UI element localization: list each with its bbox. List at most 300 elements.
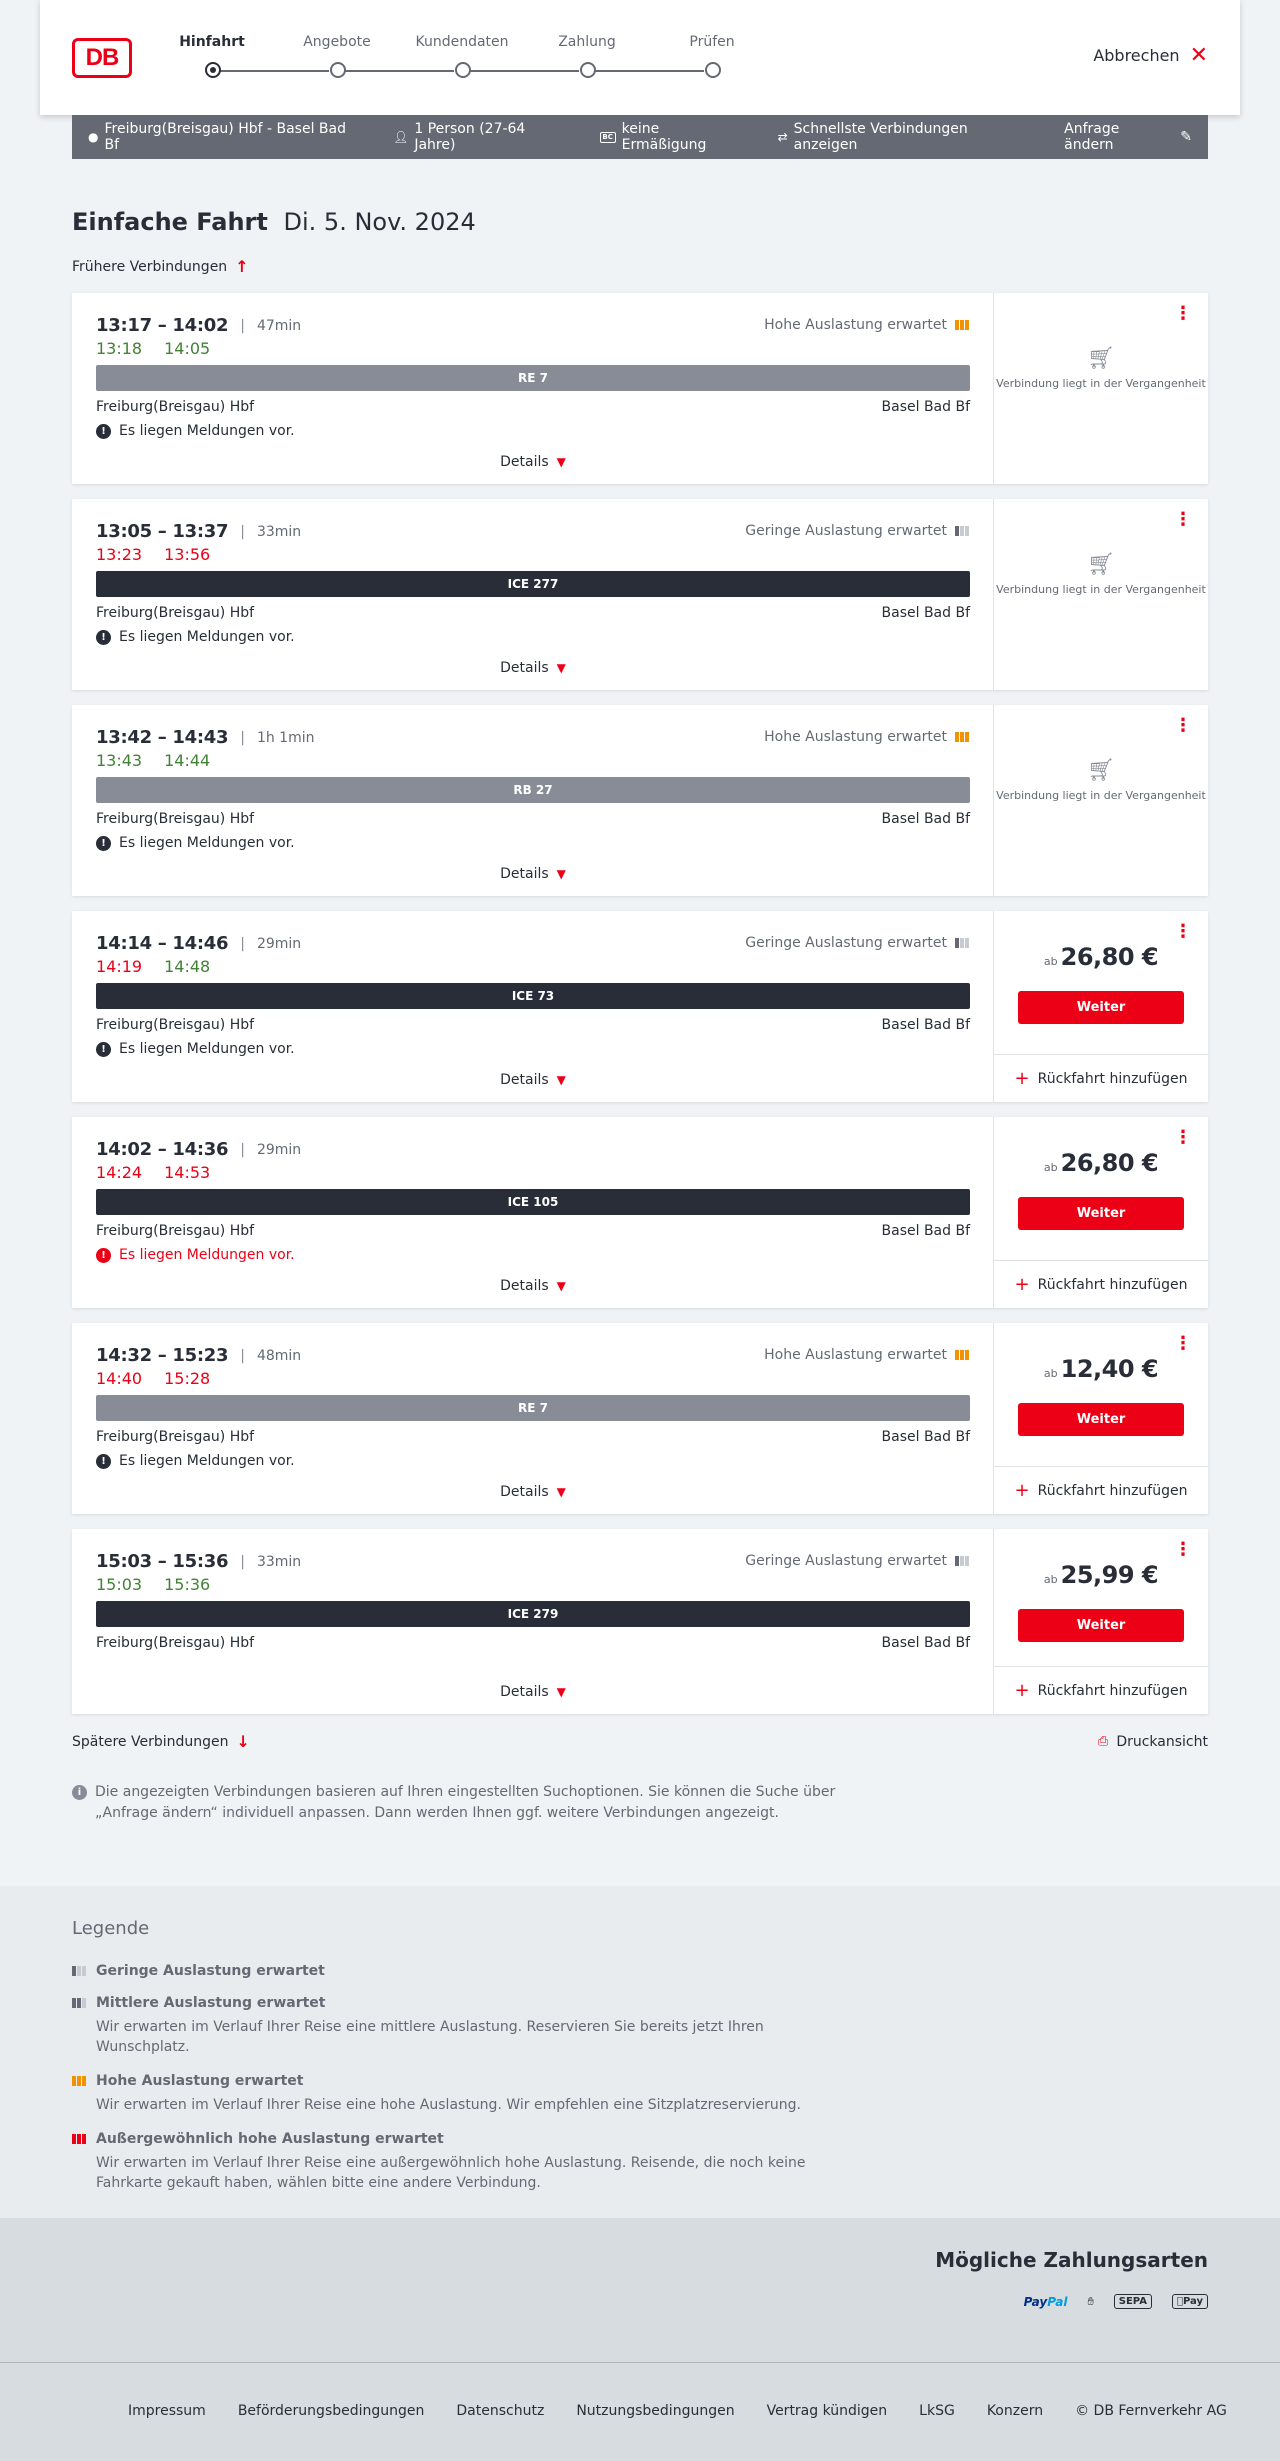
more-options-icon[interactable]: ⋮ — [1174, 303, 1192, 324]
details-toggle[interactable] — [72, 1684, 994, 1700]
apple-pay-icon — [1172, 2294, 1208, 2309]
notice-message[interactable] — [96, 1247, 295, 1263]
discount-info — [600, 121, 748, 153]
credit-card-hand-icon: ✋︎ — [1087, 2294, 1094, 2308]
notice-text: Es liegen Meldungen vor. — [119, 1041, 295, 1057]
realtime-times — [96, 545, 210, 564]
connection-times — [96, 315, 301, 336]
planned-times: 14:14 – 14:46 — [96, 933, 229, 954]
legend-section — [0, 1886, 1280, 2218]
stepper-line — [220, 70, 329, 72]
pencil-icon: ✎ — [1180, 129, 1192, 145]
train-bar[interactable]: ICE 279 — [96, 1601, 970, 1627]
realtime-departure: 13:23 — [96, 545, 143, 564]
separator: | — [240, 935, 245, 952]
cart-unavailable-icon: 🛒︎ — [1087, 758, 1115, 783]
occupancy-bar — [82, 2134, 86, 2144]
occupancy-extreme-icon — [72, 2134, 86, 2144]
duration: 48min — [256, 1347, 302, 1364]
footer-link[interactable]: Vertrag kündigen — [766, 2403, 888, 2419]
step-angebote[interactable] — [282, 34, 392, 54]
realtime-departure: 13:18 — [96, 339, 143, 358]
alert-icon: ! — [96, 1042, 111, 1057]
occupancy-bar — [965, 732, 969, 742]
occupancy-bar — [72, 1966, 76, 1976]
separator: | — [240, 1553, 245, 1570]
realtime-times — [96, 957, 210, 976]
past-connection-info — [994, 346, 1208, 391]
details-label: Details — [500, 1072, 549, 1088]
train-bar[interactable]: ICE 73 — [96, 983, 970, 1009]
legend-item-title — [72, 1963, 852, 1979]
notice-message[interactable] — [96, 629, 295, 645]
search-info-note — [72, 1782, 852, 1824]
duration: 29min — [256, 1141, 302, 1158]
occupancy-bar — [82, 1966, 86, 1976]
details-toggle[interactable] — [72, 1072, 994, 1088]
occupancy-bar — [82, 1998, 86, 2008]
payment-title: Mögliche Zahlungsarten — [935, 2248, 1208, 2272]
legend-item-desc: Wir erwarten im Verlauf Ihrer Reise eine hohe Auslastung. Wir empfehlen eine Sitzplatzreservierung. — [96, 2097, 801, 2113]
past-text: Verbindung liegt in der Vergangenheit — [996, 789, 1206, 802]
realtime-times — [96, 1369, 210, 1388]
occupancy-info — [745, 523, 969, 539]
legend-item-label: Geringe Auslastung erwartet — [96, 1963, 325, 1979]
realtime-times — [96, 339, 210, 358]
details-label: Details — [500, 1684, 549, 1700]
payment-methods-section — [0, 2218, 1280, 2363]
occupancy-bar — [960, 526, 964, 536]
occupancy-info — [764, 729, 969, 745]
route-text: Freiburg(Breisgau) Hbf - Basel Bad Bf — [104, 121, 346, 153]
chevron-down-icon: ▼ — [556, 661, 566, 675]
connection-card — [72, 1529, 1208, 1714]
occupancy-label: Hohe Auslastung erwartet — [764, 1347, 947, 1363]
step-hinfahrt[interactable] — [157, 34, 267, 54]
details-toggle[interactable] — [72, 1484, 994, 1500]
footer — [0, 2363, 1280, 2461]
page-title — [72, 208, 476, 236]
occupancy-high-icon — [955, 320, 969, 330]
destination-station: Basel Bad Bf — [881, 811, 970, 827]
alert-icon: ! — [96, 630, 111, 645]
occupancy-bar — [960, 938, 964, 948]
add-return-button[interactable] — [994, 1466, 1208, 1514]
train-bar[interactable]: ICE 277 — [96, 571, 970, 597]
occupancy-bar — [960, 1350, 964, 1360]
details-toggle[interactable] — [72, 1278, 994, 1294]
more-options-icon[interactable]: ⋮ — [1174, 1127, 1192, 1148]
later-row — [72, 1732, 1208, 1751]
origin-station: Freiburg(Breisgau) Hbf — [96, 1223, 255, 1239]
realtime-departure: 13:43 — [96, 751, 143, 770]
info-icon: i — [72, 1785, 87, 1800]
print-label: Druckansicht — [1116, 1733, 1208, 1750]
occupancy-bar — [77, 1998, 81, 2008]
connection-details — [72, 1529, 994, 1714]
past-connection-info — [994, 552, 1208, 597]
footer-link[interactable]: © DB Fernverkehr AG — [1075, 2403, 1227, 2419]
add-return-label: Rückfahrt hinzufügen — [1037, 1276, 1188, 1293]
origin-station: Freiburg(Breisgau) Hbf — [96, 1017, 255, 1033]
fastest-info — [778, 121, 1035, 153]
price-prefix: ab — [1043, 955, 1058, 968]
price: 12,40 € — [1060, 1355, 1159, 1383]
location-pin-icon: ● — [88, 130, 99, 144]
step-indicator — [705, 62, 721, 78]
footer-link[interactable]: Nutzungsbedingungen — [576, 2403, 735, 2419]
occupancy-bar — [82, 2076, 86, 2086]
stations — [96, 1429, 970, 1445]
details-toggle[interactable] — [72, 866, 994, 882]
more-options-icon[interactable]: ⋮ — [1174, 1333, 1192, 1354]
step-kundendaten[interactable] — [407, 34, 517, 54]
realtime-departure: 14:24 — [96, 1163, 143, 1182]
realtime-departure: 14:19 — [96, 957, 143, 976]
cart-unavailable-icon: 🛒︎ — [1087, 346, 1115, 371]
occupancy-bar — [955, 526, 959, 536]
fastest-text: Schnellste Verbindungen anzeigen — [793, 121, 968, 153]
occupancy-info — [745, 1553, 969, 1569]
occupancy-bar — [965, 1556, 969, 1566]
connection-details — [72, 499, 994, 690]
continue-button[interactable]: Weiter — [1018, 1403, 1184, 1436]
notice-text: Es liegen Meldungen vor. — [119, 835, 295, 851]
plus-icon: + — [1014, 1273, 1030, 1295]
add-return-label: Rückfahrt hinzufügen — [1037, 1070, 1188, 1087]
occupancy-bar — [960, 320, 964, 330]
printer-icon: ⎙ — [1097, 1734, 1109, 1749]
chevron-down-icon: ▼ — [556, 1485, 566, 1499]
connection-card — [72, 1117, 1208, 1308]
realtime-times — [96, 751, 210, 770]
header — [40, 0, 1240, 115]
past-text: Verbindung liegt in der Vergangenheit — [996, 377, 1206, 390]
connection-times — [96, 727, 315, 748]
stations — [96, 1223, 970, 1239]
chevron-down-icon: ▼ — [556, 1279, 566, 1293]
connection-card — [72, 499, 1208, 690]
connection-times — [96, 933, 301, 954]
notice-message[interactable] — [96, 1041, 295, 1057]
more-options-icon[interactable]: ⋮ — [1174, 509, 1192, 530]
continue-button[interactable]: Weiter — [1018, 991, 1184, 1024]
separator: | — [240, 1347, 245, 1364]
notice-text: Es liegen Meldungen vor. — [119, 423, 295, 439]
stations — [96, 399, 970, 415]
step-indicator — [330, 62, 346, 78]
destination-station: Basel Bad Bf — [881, 1429, 970, 1445]
occupancy-info — [764, 317, 969, 333]
close-icon: ✕ — [1189, 42, 1208, 68]
occupancy-bar — [960, 1556, 964, 1566]
stations — [96, 1017, 970, 1033]
footer-link[interactable]: Impressum — [128, 2403, 206, 2419]
price-block — [994, 1561, 1208, 1589]
destination-station: Basel Bad Bf — [881, 399, 970, 415]
separator: | — [240, 317, 245, 334]
occupancy-bar — [72, 2076, 76, 2086]
realtime-arrival: 15:28 — [164, 1369, 211, 1388]
connection-card — [72, 1323, 1208, 1514]
stations — [96, 1635, 970, 1651]
add-return-button[interactable] — [994, 1666, 1208, 1714]
notice-text: Es liegen Meldungen vor. — [119, 629, 295, 645]
paypal-icon — [1024, 2295, 1068, 2309]
payment-icons — [1024, 2294, 1208, 2309]
legend-item-desc: Wir erwarten im Verlauf Ihrer Reise eine außergewöhnlich hohe Auslastung. Reisende, die noch keine Fahrkarte gekauft haben, wählen bitte eine andere Verbindung. — [96, 2155, 806, 2191]
occupancy-bar — [72, 2134, 76, 2144]
separator: | — [240, 729, 245, 746]
realtime-arrival: 14:48 — [164, 957, 211, 976]
applepay-label: Pay — [1182, 2296, 1203, 2307]
offer-panel — [994, 1323, 1208, 1514]
occupancy-label: Geringe Auslastung erwartet — [745, 935, 947, 951]
stepper-line — [345, 70, 454, 72]
origin-station: Freiburg(Breisgau) Hbf — [96, 399, 255, 415]
duration: 1h 1min — [256, 729, 315, 746]
cart-unavailable-icon: 🛒︎ — [1087, 552, 1115, 577]
train-bar[interactable]: ICE 105 — [96, 1189, 970, 1215]
chevron-down-icon: ▼ — [556, 455, 566, 469]
step-indicator — [205, 62, 221, 78]
occupancy-bar — [955, 732, 959, 742]
planned-times: 14:02 – 14:36 — [96, 1139, 229, 1160]
step-prüfen[interactable] — [657, 34, 767, 54]
price-prefix: ab — [1043, 1367, 1058, 1380]
info-text: Die angezeigten Verbindungen basieren auf Ihren eingestellten Suchoptionen. Sie können die Suche über „Anfrage ändern“ individuell anpassen. Dann werden Ihnen ggf. weitere Verbindungen angezeigt. — [95, 1784, 836, 1821]
offer-panel — [994, 499, 1208, 690]
separator: | — [240, 1141, 245, 1158]
occupancy-high-icon — [955, 1350, 969, 1360]
occupancy-bar — [965, 1350, 969, 1360]
legend-item-title — [72, 1995, 852, 2011]
step-label: Prüfen — [689, 34, 735, 50]
offer-panel — [994, 705, 1208, 896]
connection-details — [72, 911, 994, 1102]
occupancy-label: Geringe Auslastung erwartet — [745, 523, 947, 539]
notice-text: Es liegen Meldungen vor. — [119, 1453, 295, 1469]
legend-title: Legende — [72, 1918, 150, 1939]
notice-message[interactable] — [96, 1453, 295, 1469]
occupancy-bar — [965, 526, 969, 536]
details-toggle[interactable] — [72, 454, 994, 470]
step-indicator — [455, 62, 471, 78]
past-text: Verbindung liegt in der Vergangenheit — [996, 583, 1206, 596]
legend-item — [72, 1963, 852, 1979]
cancel-button[interactable] — [1093, 42, 1208, 68]
paypal-a: Pay — [1023, 2294, 1048, 2309]
stations — [96, 811, 970, 827]
connection-card — [72, 293, 1208, 484]
more-options-icon[interactable]: ⋮ — [1174, 1539, 1192, 1560]
separator: | — [240, 523, 245, 540]
arrow-down-icon: ↓ — [236, 1732, 250, 1751]
planned-times: 15:03 – 15:36 — [96, 1551, 229, 1572]
occupancy-bar — [965, 938, 969, 948]
legend — [72, 1918, 852, 2209]
destination-station: Basel Bad Bf — [881, 1223, 970, 1239]
continue-button[interactable]: Weiter — [1018, 1609, 1184, 1642]
footer-link[interactable]: Konzern — [986, 2403, 1044, 2419]
arrow-up-icon: ↑ — [235, 257, 249, 276]
alert-icon: ! — [96, 836, 111, 851]
plus-icon: + — [1014, 1067, 1030, 1089]
connection-times — [96, 1345, 301, 1366]
realtime-arrival: 13:56 — [164, 545, 211, 564]
progress-stepper — [180, 34, 780, 84]
cancel-label: Abbrechen — [1093, 46, 1180, 65]
realtime-departure: 14:40 — [96, 1369, 143, 1388]
occupancy-bar — [965, 320, 969, 330]
legend-item-label: Hohe Auslastung erwartet — [96, 2073, 304, 2089]
traveller-info — [393, 121, 570, 153]
step-label: Zahlung — [558, 34, 616, 50]
edit-search-label: Anfrage ändern — [1064, 121, 1120, 153]
step-indicator — [580, 62, 596, 78]
details-label: Details — [500, 660, 549, 676]
route-info — [88, 121, 363, 153]
stepper-line — [595, 70, 704, 72]
occupancy-high-icon — [955, 732, 969, 742]
occupancy-bar — [77, 2134, 81, 2144]
price: 25,99 € — [1060, 1561, 1159, 1589]
realtime-departure: 15:03 — [96, 1575, 143, 1594]
price-prefix: ab — [1043, 1161, 1058, 1174]
occupancy-low-icon — [955, 938, 969, 948]
bahncard-icon: BC — [600, 132, 616, 143]
legend-item — [72, 2131, 852, 2193]
planned-times: 13:05 – 13:37 — [96, 521, 229, 542]
price-block — [994, 1149, 1208, 1177]
chevron-down-icon: ▼ — [556, 867, 566, 881]
alert-icon: ! — [96, 1248, 111, 1263]
occupancy-high-icon — [72, 2076, 86, 2086]
legend-item-desc: Wir erwarten im Verlauf Ihrer Reise eine mittlere Auslastung. Reservieren Sie bereits jetzt Ihren Wunschplatz. — [96, 2019, 764, 2055]
step-zahlung[interactable] — [532, 34, 642, 54]
continue-button[interactable]: Weiter — [1018, 1197, 1184, 1230]
train-bar[interactable]: RB 27 — [96, 777, 970, 803]
duration: 47min — [256, 317, 302, 334]
alert-icon: ! — [96, 1454, 111, 1469]
step-label: Angebote — [303, 34, 371, 50]
train-bar[interactable]: RE 7 — [96, 1395, 970, 1421]
connection-card — [72, 705, 1208, 896]
legend-item-title — [72, 2131, 852, 2147]
plus-icon: + — [1014, 1679, 1030, 1701]
origin-station: Freiburg(Breisgau) Hbf — [96, 1429, 255, 1445]
occupancy-bar — [955, 1350, 959, 1360]
occupancy-bar — [960, 732, 964, 742]
connection-times — [96, 521, 301, 542]
origin-station: Freiburg(Breisgau) Hbf — [96, 605, 255, 621]
stations — [96, 605, 970, 621]
destination-station: Basel Bad Bf — [881, 1635, 970, 1651]
connection-details — [72, 293, 994, 484]
connection-card — [72, 911, 1208, 1102]
offer-panel — [994, 293, 1208, 484]
occupancy-info — [764, 1347, 969, 1363]
price-block — [994, 1355, 1208, 1383]
connection-details — [72, 1323, 994, 1514]
realtime-arrival: 14:53 — [164, 1163, 211, 1182]
realtime-arrival: 15:36 — [164, 1575, 211, 1594]
traveller-text: 1 Person (27-64 Jahre) — [414, 121, 526, 153]
add-return-label: Rückfahrt hinzufügen — [1037, 1482, 1188, 1499]
discount-text: keine Ermäßigung — [621, 121, 707, 153]
notice-message[interactable] — [96, 423, 295, 439]
occupancy-bar — [77, 2076, 81, 2086]
offer-panel — [994, 1529, 1208, 1714]
planned-times: 13:17 – 14:02 — [96, 315, 229, 336]
footer-link[interactable]: LkSG — [919, 2403, 955, 2419]
print-view-link[interactable] — [1098, 1732, 1208, 1751]
later-label: Spätere Verbindungen — [72, 1733, 229, 1750]
person-icon: 👤︎ — [393, 130, 409, 144]
add-return-label: Rückfahrt hinzufügen — [1037, 1682, 1188, 1699]
footer-link[interactable]: Beförderungsbedingungen — [237, 2403, 425, 2419]
details-label: Details — [500, 1278, 549, 1294]
step-label: Hinfahrt — [179, 34, 245, 50]
connection-details — [72, 1117, 994, 1308]
plus-icon: + — [1014, 1479, 1030, 1501]
notice-message[interactable] — [96, 835, 295, 851]
details-toggle[interactable] — [72, 660, 994, 676]
realtime-arrival: 14:44 — [164, 751, 211, 770]
occupancy-label: Hohe Auslastung erwartet — [764, 317, 947, 333]
later-connections-link[interactable] — [72, 1732, 250, 1751]
duration: 33min — [256, 1553, 302, 1570]
footer-link[interactable]: Datenschutz — [456, 2403, 545, 2419]
search-summary-bar — [72, 115, 1208, 159]
occupancy-label: Geringe Auslastung erwartet — [745, 1553, 947, 1569]
connection-details — [72, 705, 994, 896]
occupancy-low-icon — [955, 1556, 969, 1566]
occupancy-low-icon — [955, 526, 969, 536]
earlier-connections-link[interactable] — [72, 257, 249, 276]
duration: 33min — [256, 523, 302, 540]
destination-station: Basel Bad Bf — [881, 605, 970, 621]
occupancy-bar — [955, 938, 959, 948]
add-return-button[interactable] — [994, 1260, 1208, 1308]
train-bar[interactable]: RE 7 — [96, 365, 970, 391]
occupancy-bar — [955, 320, 959, 330]
price-prefix: ab — [1043, 1573, 1058, 1586]
planned-times: 14:32 – 15:23 — [96, 1345, 229, 1366]
connection-times — [96, 1551, 301, 1572]
legend-item-label: Außergewöhnlich hohe Auslastung erwartet — [96, 2131, 444, 2147]
more-options-icon[interactable]: ⋮ — [1174, 715, 1192, 736]
connection-times — [96, 1139, 301, 1160]
realtime-times — [96, 1575, 210, 1594]
add-return-button[interactable] — [994, 1054, 1208, 1102]
price: 26,80 € — [1060, 1149, 1159, 1177]
occupancy-bar — [955, 1556, 959, 1566]
connection-list — [72, 293, 1208, 1729]
edit-search-button[interactable] — [1064, 121, 1192, 153]
footer-links — [128, 2403, 1227, 2419]
earlier-label: Frühere Verbindungen — [72, 258, 228, 275]
price: 26,80 € — [1060, 943, 1159, 971]
more-options-icon[interactable]: ⋮ — [1174, 921, 1192, 942]
realtime-arrival: 14:05 — [164, 339, 211, 358]
offer-panel — [994, 911, 1208, 1102]
past-connection-info — [994, 758, 1208, 803]
offer-panel — [994, 1117, 1208, 1308]
step-label: Kundendaten — [415, 34, 509, 50]
db-logo[interactable]: DB — [72, 38, 132, 78]
trip-type: Einfache Fahrt — [72, 208, 268, 236]
